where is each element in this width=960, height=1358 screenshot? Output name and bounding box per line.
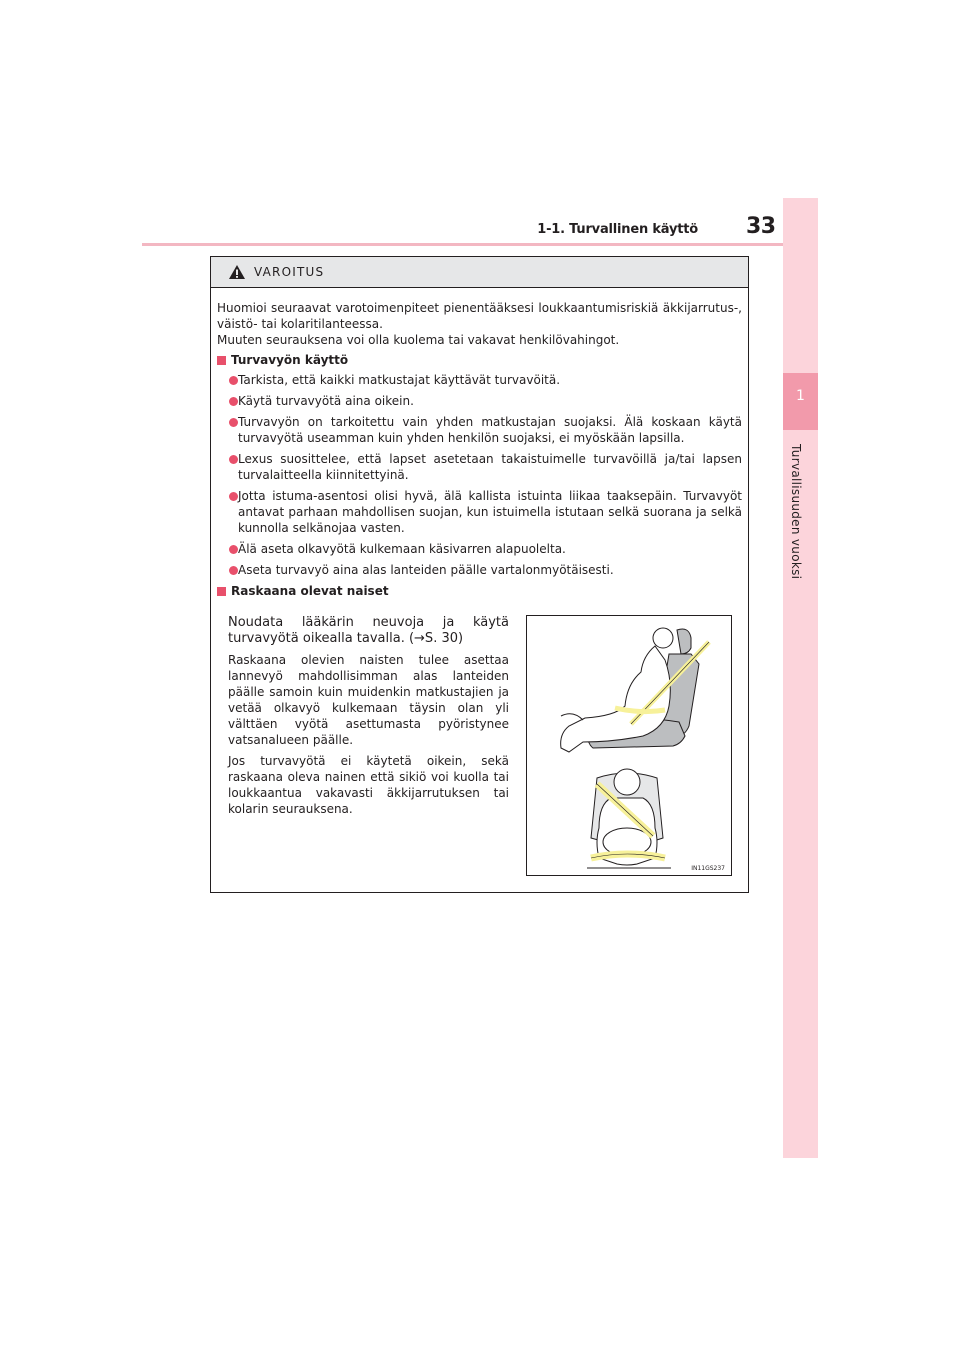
bullet-dot-icon: [229, 492, 238, 501]
warning-box: [210, 256, 749, 893]
square-bullet-icon: [217, 356, 226, 365]
seatbelt-illustration-svg: [527, 616, 731, 875]
bullet-item: [217, 414, 742, 446]
bullet-text: Aseta turvavyö aina alas lanteiden päälle vartalonmyötäisesti.: [238, 563, 614, 577]
chapter-side-tab: [783, 198, 818, 1158]
bullet-item: [217, 488, 742, 536]
bullet-dot-icon: [229, 455, 238, 464]
bullet-text: Jotta istuma-asentosi olisi hyvä, älä kallista istuinta liikaa taaksepäin. Turvavyöt antavat parhaan mahdollisen suojan, kun istuimella istutaan selkä suorana ja selkä kunnolla selkänojaa vasten.: [238, 489, 742, 535]
pregnant-seatbelt-illustration: [526, 615, 732, 876]
pregnant-women-text: [228, 615, 509, 822]
bullet-text: Turvavyön on tarkoitettu vain yhden matkustajan suojaksi. Älä koskaan käytä turvavyötä useamman kuin yhden henkilön suojaksi, ei myöskään lapsilla.: [238, 415, 742, 445]
bullet-dot-icon: [229, 376, 238, 385]
chapter-number: 1: [796, 388, 805, 404]
chapter-title: Turvallisuuden vuoksi: [789, 444, 803, 580]
seatbelt-use-heading: [217, 352, 742, 368]
warning-triangle-icon: [228, 264, 246, 280]
bullet-item: [217, 451, 742, 483]
warning-intro: [217, 300, 742, 348]
pregnant-paragraph-1: Noudata lääkärin neuvoja ja käytä turvavyötä oikealla tavalla. (→S. 30): [228, 615, 509, 646]
bullet-dot-icon: [229, 545, 238, 554]
header-rule: [142, 243, 818, 246]
warning-content: [211, 288, 748, 599]
warning-header: [211, 257, 748, 288]
bullet-text: Tarkista, että kaikki matkustajat käyttävät turvavöitä.: [238, 373, 561, 387]
pregnant-women-heading: [217, 583, 742, 599]
section-title: 1-1. Turvallinen käyttö: [537, 222, 698, 237]
bullet-item: [217, 372, 742, 388]
bullet-dot-icon: [229, 418, 238, 427]
bullet-item: [217, 393, 742, 409]
bullet-text: Lexus suosittelee, että lapset asetetaan takaistuimelle turvavöillä ja/tai lapsen turvalaitteella kiinnitettyinä.: [238, 452, 742, 482]
page-number: 33: [746, 214, 776, 239]
bullet-dot-icon: [229, 566, 238, 575]
bullet-item: [217, 562, 742, 578]
warning-title: VAROITUS: [254, 265, 325, 279]
pregnant-paragraph-3: Jos turvavyötä ei käytetä oikein, sekä raskaana oleva nainen että sikiö voi kuolla tai loukkaantua vakavasti äkkijarrutuksen tai kolarin seurauksena.: [228, 754, 509, 816]
intro-line-2: Muuten seurauksena voi olla kuolema tai vakavat henkilövahingot.: [217, 333, 620, 347]
pregnant-paragraph-2: Raskaana olevien naisten tulee asettaa lannevyö mahdollisimman alas lanteiden päälle samoin kuin muidenkin matkustajien ja vetää olkavyö kulkemaan täysin olan yli välttäen vyötä asettumasta pyöristynee vatsanalueen päälle.: [228, 653, 509, 747]
bullet-text: Käytä turvavyötä aina oikein.: [238, 394, 414, 408]
sub-heading-text: Turvavyön käyttö: [231, 353, 349, 367]
sub-heading-text: Raskaana olevat naiset: [231, 584, 389, 598]
illustration-code: IN11GS237: [691, 865, 725, 872]
bullet-dot-icon: [229, 397, 238, 406]
bullet-text: Älä aseta olkavyötä kulkemaan käsivarren alapuolelta.: [238, 542, 566, 556]
intro-line-1: Huomioi seuraavat varotoimenpiteet pienentääksesi loukkaantumisriskiä äkkijarrutus-, väistö- tai kolaritilanteessa.: [217, 301, 742, 331]
bullet-item: [217, 541, 742, 557]
square-bullet-icon: [217, 587, 226, 596]
